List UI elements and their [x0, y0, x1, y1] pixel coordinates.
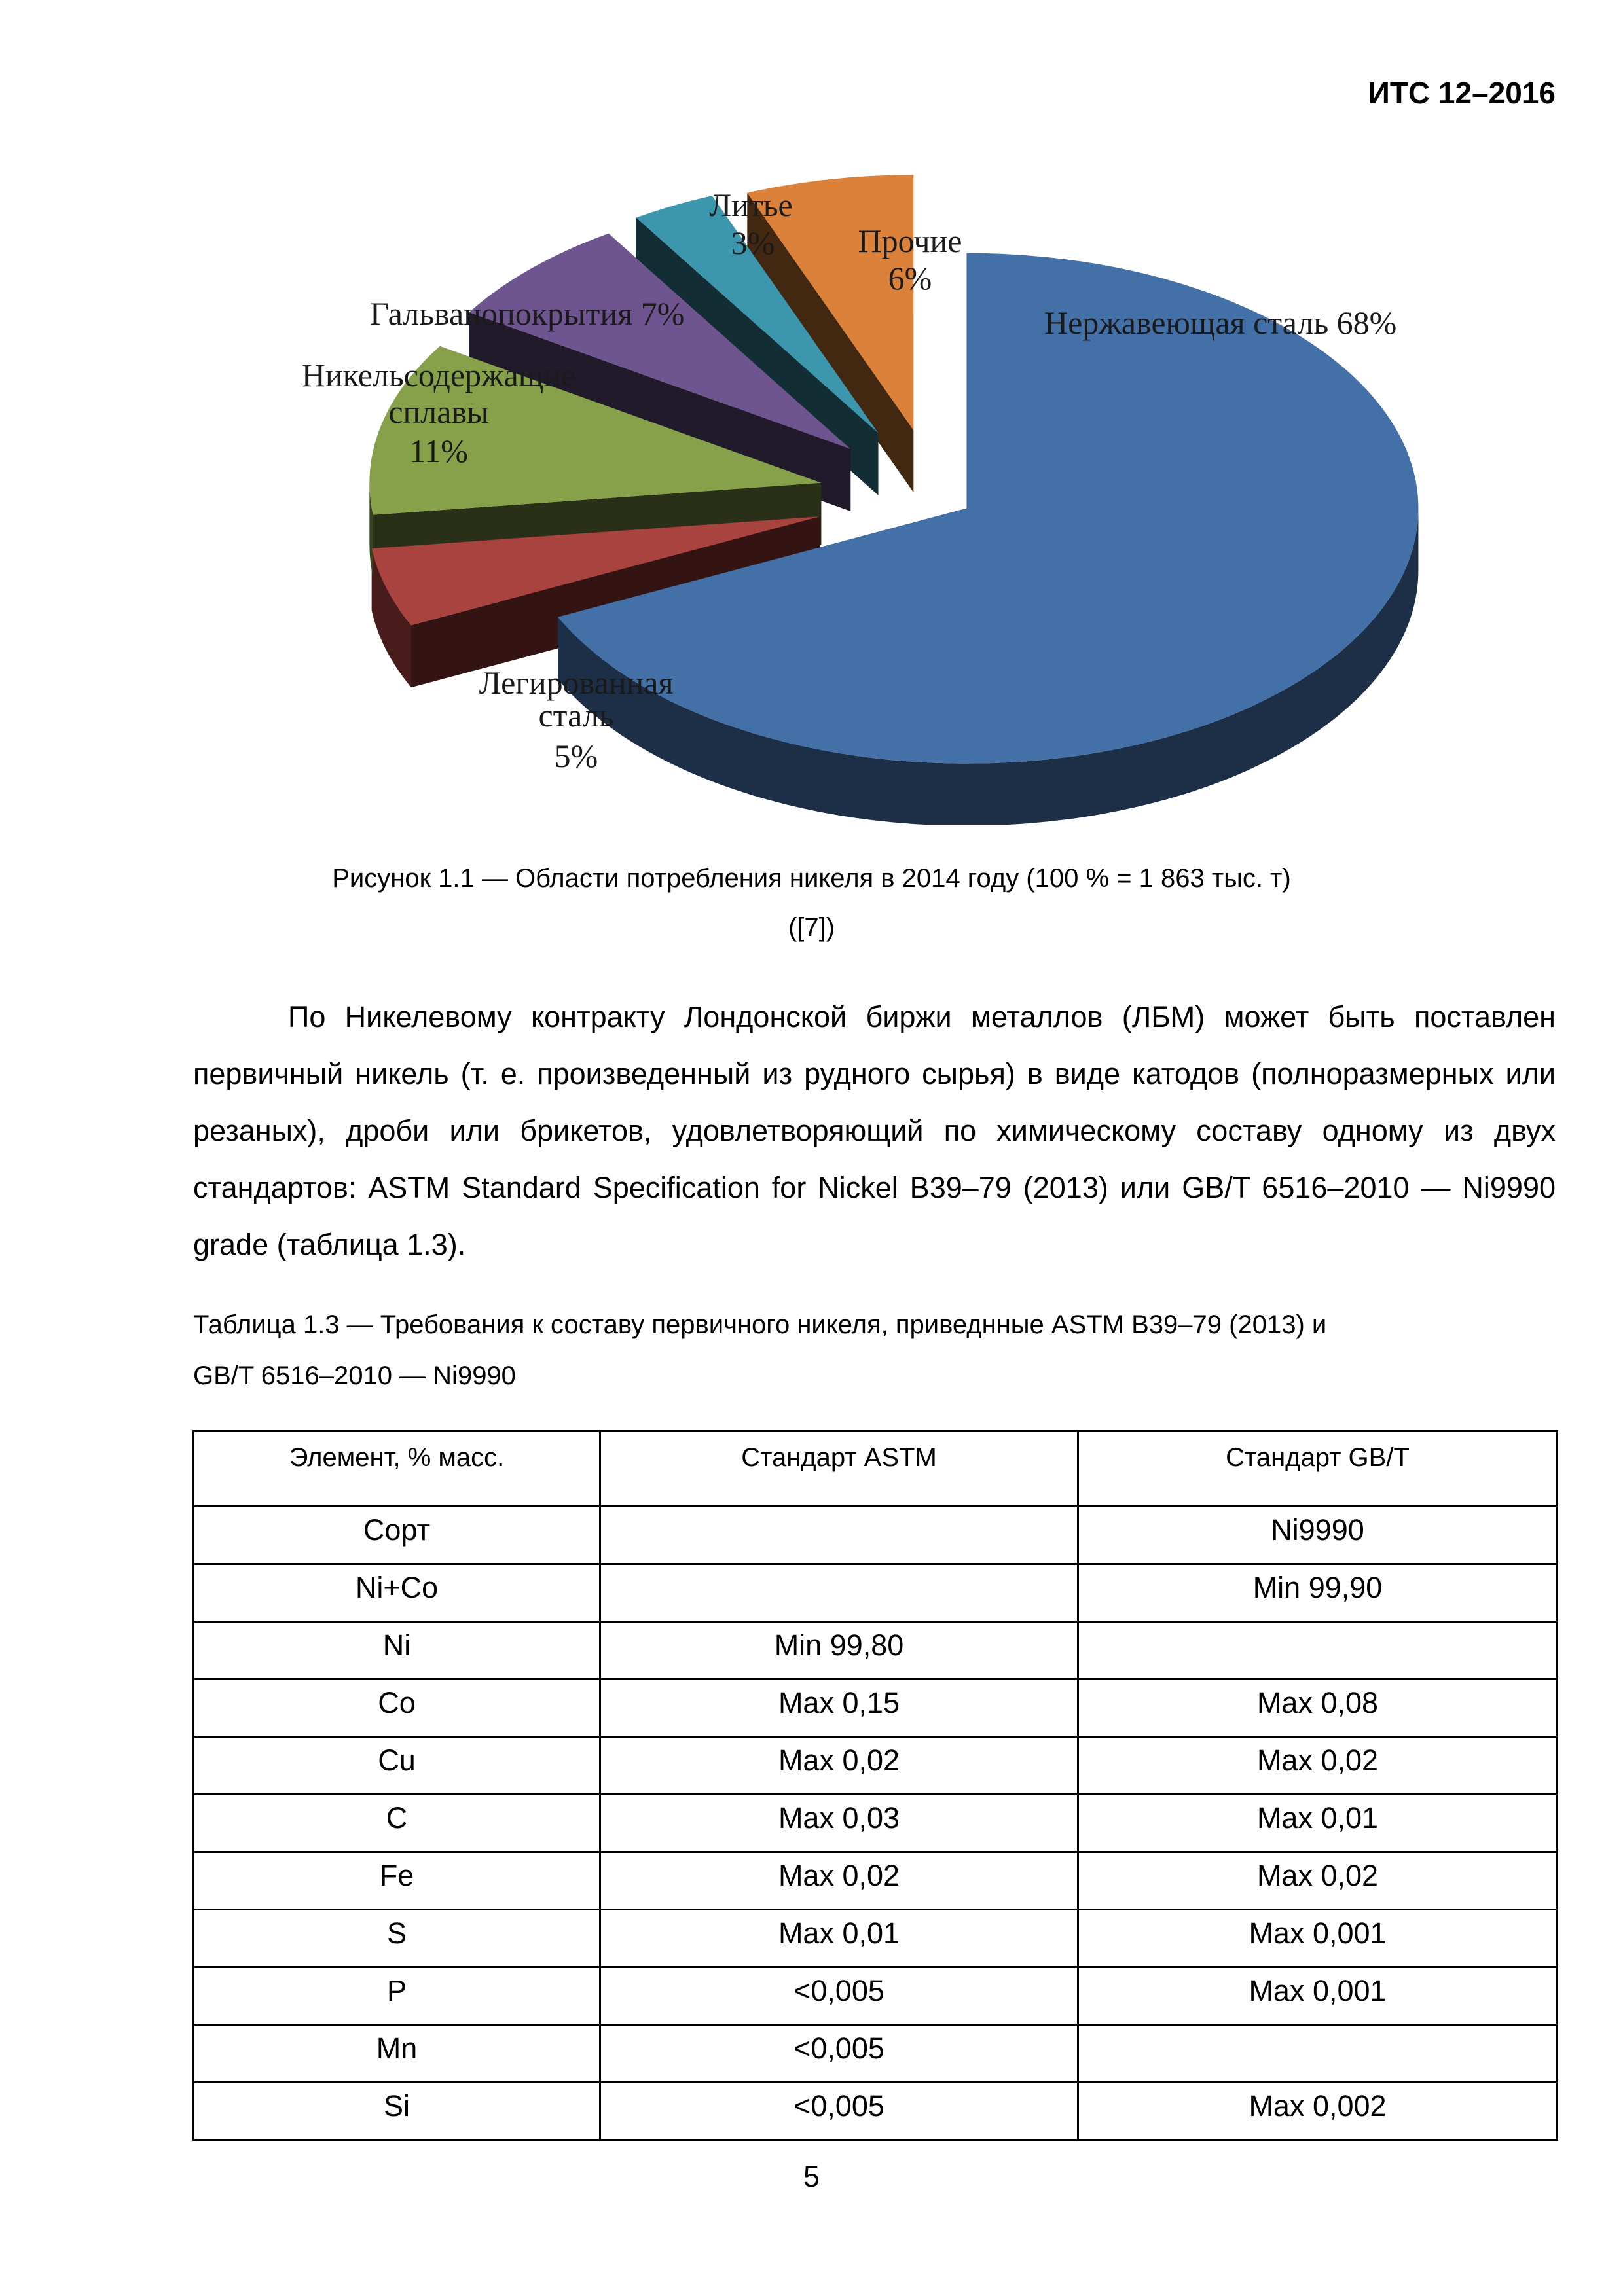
- cell-astm: Max 0,03: [600, 1795, 1078, 1852]
- header-astm: Стандарт ASTM: [600, 1431, 1078, 1507]
- cell-astm: [600, 1507, 1078, 1564]
- cell-element: S: [194, 1910, 600, 1967]
- label-galvanic: Гальванопокрытия 7%: [370, 295, 685, 332]
- cell-element: Сорт: [194, 1507, 600, 1564]
- table-row: [194, 1622, 1558, 1679]
- cell-astm: Max 0,02: [600, 1737, 1078, 1795]
- document-code: ИТС 12–2016: [1368, 76, 1556, 110]
- cell-gbt: [1078, 1622, 1558, 1679]
- composition-requirements-table: [192, 1430, 1558, 2141]
- cell-gbt: Max 0,01: [1078, 1795, 1558, 1852]
- cell-element: P: [194, 1967, 600, 2025]
- cell-astm: Max 0,01: [600, 1910, 1078, 1967]
- table-row: [194, 2025, 1558, 2083]
- table-title-line2: GB/T 6516–2010 — Ni9990: [193, 1361, 516, 1390]
- label-other-value: 6%: [888, 260, 932, 296]
- header-gbt: Стандарт GB/T: [1078, 1431, 1558, 1507]
- label-nickel-alloys-line1: Никельсодержащие: [301, 357, 576, 393]
- body-paragraph: [193, 988, 1556, 1273]
- cell-gbt: Max 0,02: [1078, 1737, 1558, 1795]
- label-nickel-alloys-value: 11%: [409, 433, 468, 469]
- cell-gbt: Max 0,001: [1078, 1967, 1558, 2025]
- cell-astm: [600, 1564, 1078, 1622]
- cell-gbt: Min 99,90: [1078, 1564, 1558, 1622]
- table-row: [194, 1910, 1558, 1967]
- page-number: 5: [803, 2160, 820, 2193]
- label-other-line1: Прочие: [858, 223, 962, 259]
- cell-astm: <0,005: [600, 2025, 1078, 2083]
- label-alloy-steel-value: 5%: [554, 738, 598, 774]
- table-title-line1: Таблица 1.3 — Требования к составу первичного никеля, приведнные ASTM B39–79 (2013) и: [193, 1310, 1327, 1339]
- cell-gbt: [1078, 2025, 1558, 2083]
- table-row: [194, 1679, 1558, 1737]
- cell-element: Si: [194, 2083, 600, 2140]
- cell-element: Fe: [194, 1852, 600, 1910]
- cell-astm: Min 99,80: [600, 1622, 1078, 1679]
- label-casting-value: 3%: [731, 224, 775, 261]
- cell-gbt: Max 0,001: [1078, 1910, 1558, 1967]
- cell-astm: Max 0,15: [600, 1679, 1078, 1737]
- cell-element: Ni+Co: [194, 1564, 600, 1622]
- figure-caption-line2: ([7]): [788, 913, 835, 942]
- cell-element: Cu: [194, 1737, 600, 1795]
- table-row: [194, 1852, 1558, 1910]
- header-element: Элемент, % масс.: [194, 1431, 600, 1507]
- nickel-consumption-pie-chart: [0, 0, 1623, 825]
- cell-gbt: Ni9990: [1078, 1507, 1558, 1564]
- table-row: [194, 1507, 1558, 1564]
- cell-gbt: Max 0,02: [1078, 1852, 1558, 1910]
- body-paragraph-text: По Никелевому контракту Лондонской биржи металлов (ЛБМ) может быть поставлен первичный никель (т. е. произведенный из рудного сырья) в виде катодов (полноразмерных или резаных), дроби или брикетов, удовлетворяющий по химическому составу одному из двух стандартов: ASTM Standard Specification for Nickel B39–79 (2013) или GB/T 6516–2010 — Ni9990 grade (таблица 1.3).: [193, 1000, 1556, 1261]
- figure-caption: [0, 854, 1623, 952]
- label-alloy-steel-line2: сталь: [538, 697, 614, 734]
- table-row: [194, 1795, 1558, 1852]
- label-stainless-steel: Нержавеющая сталь 68%: [1044, 304, 1397, 341]
- table-title: [193, 1299, 1556, 1401]
- label-nickel-alloys-line2: сплавы: [388, 393, 489, 430]
- cell-astm: <0,005: [600, 1967, 1078, 2025]
- cell-element: Mn: [194, 2025, 600, 2083]
- table-row: [194, 1737, 1558, 1795]
- cell-element: C: [194, 1795, 600, 1852]
- table-row: [194, 2083, 1558, 2140]
- cell-astm: Max 0,02: [600, 1852, 1078, 1910]
- table-row: [194, 1564, 1558, 1622]
- cell-element: Co: [194, 1679, 600, 1737]
- cell-astm: <0,005: [600, 2083, 1078, 2140]
- table-header-row: [194, 1431, 1558, 1507]
- cell-element: Ni: [194, 1622, 600, 1679]
- label-casting-line1: Литье: [709, 187, 793, 223]
- figure-caption-line1: Рисунок 1.1 — Области потребления никеля в 2014 году (100 % = 1 863 тыс. т): [332, 864, 1291, 893]
- cell-gbt: Max 0,08: [1078, 1679, 1558, 1737]
- label-alloy-steel-line1: Легированная: [479, 664, 674, 701]
- table-row: [194, 1967, 1558, 2025]
- cell-gbt: Max 0,002: [1078, 2083, 1558, 2140]
